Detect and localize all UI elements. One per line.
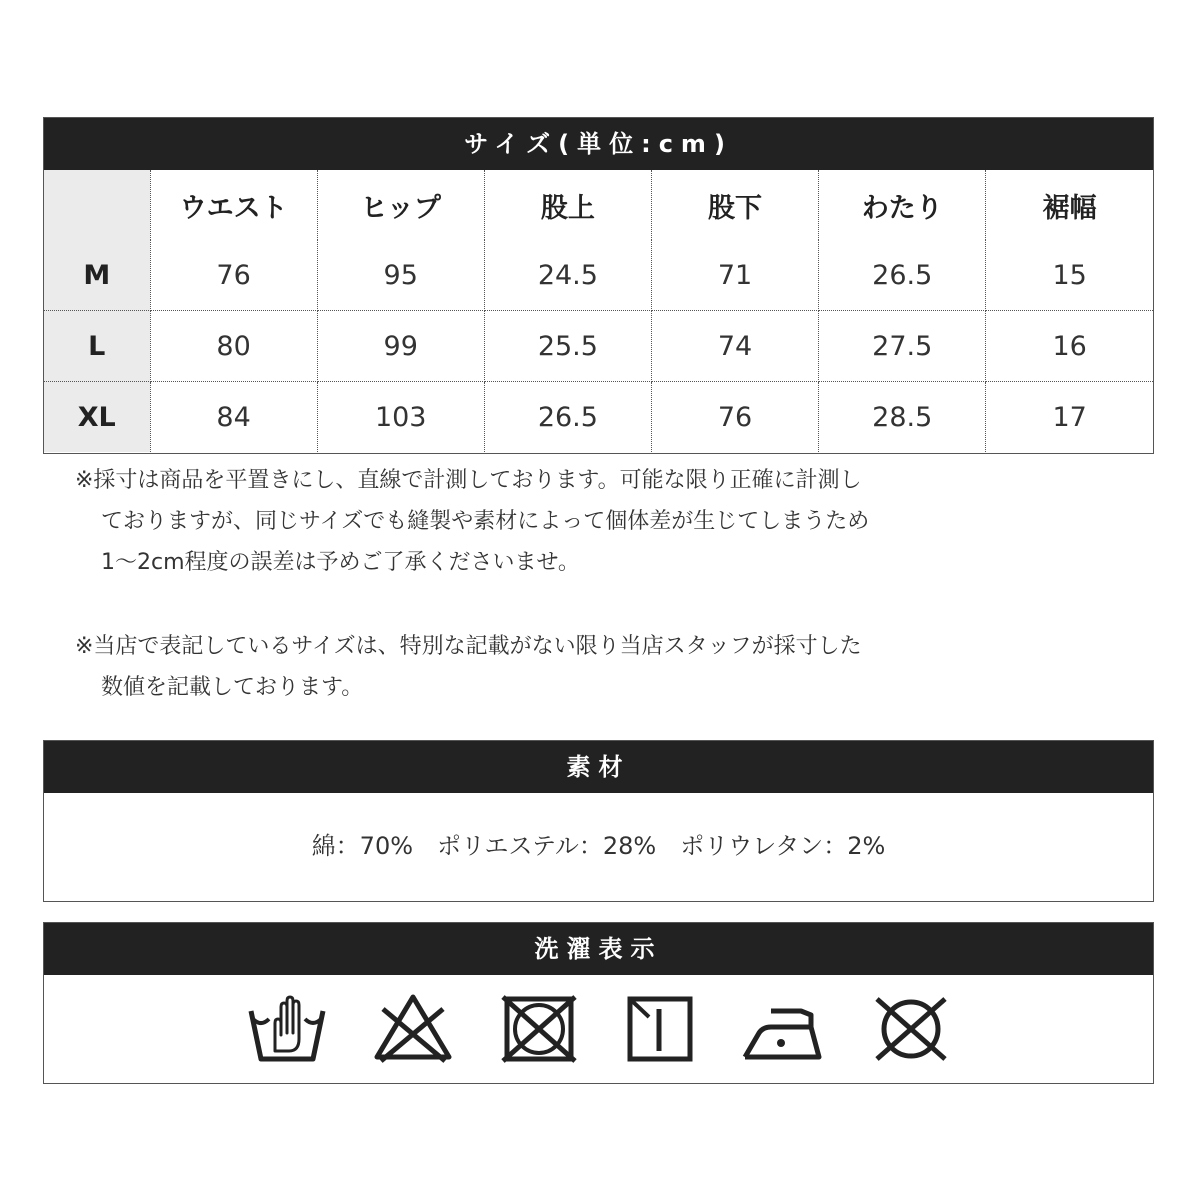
note-line: ※当店で表記しているサイズは、特別な記載がない限り当店スタッフが採寸した [75, 634, 862, 659]
note-line: 1～2cm程度の誤差は予めご了承くださいませ。 [101, 550, 580, 575]
size-chart [43, 117, 1154, 454]
size-chart-title: サイズ(単位:cm) [44, 118, 1153, 170]
table-cell: 24.5 [484, 240, 651, 311]
care-label-panel [43, 922, 1154, 1084]
care-icons-row [44, 975, 1153, 1083]
table-cell: 84 [150, 382, 317, 453]
column-header-thigh: わたり [819, 170, 986, 240]
table-cell: 95 [317, 240, 484, 311]
table-cell: 99 [317, 311, 484, 382]
no-tumble-dry-icon [499, 993, 579, 1065]
note-line: 数値を記載しております。 [101, 675, 364, 700]
measurement-note [75, 460, 1015, 583]
table-row [44, 240, 1153, 311]
table-cell: 103 [317, 382, 484, 453]
note-line: ておりますが、同じサイズでも縫製や素材によって個体差が生じてしまうため [101, 509, 870, 534]
row-header-size: M [44, 240, 150, 311]
corner-cell [44, 170, 150, 240]
no-bleach-icon [373, 993, 453, 1065]
store-note [75, 626, 1015, 708]
table-row [44, 382, 1153, 453]
table-cell: 16 [986, 311, 1153, 382]
material-composition: 綿：70% ポリエステル：28% ポリウレタン：2% [311, 832, 886, 860]
hand-wash-icon [247, 993, 327, 1065]
no-dry-clean-icon [871, 993, 951, 1065]
note-line: ※採寸は商品を平置きにし、直線で計測しております。可能な限り正確に計測し [75, 468, 862, 493]
table-cell: 71 [651, 240, 818, 311]
table-cell: 76 [150, 240, 317, 311]
table-cell: 26.5 [484, 382, 651, 453]
material-panel [43, 740, 1154, 902]
column-header-hip: ヒップ [317, 170, 484, 240]
care-label-title: 洗濯表示 [44, 923, 1153, 975]
table-cell: 25.5 [484, 311, 651, 382]
column-header-inseam: 股下 [651, 170, 818, 240]
table-cell: 28.5 [819, 382, 986, 453]
table-row [44, 311, 1153, 382]
column-header-rise: 股上 [484, 170, 651, 240]
table-cell: 17 [986, 382, 1153, 453]
line-dry-shade-icon [625, 993, 695, 1065]
column-header-hem: 裾幅 [986, 170, 1153, 240]
size-table-header-row [44, 170, 1153, 240]
size-table [44, 170, 1153, 452]
row-header-size: XL [44, 382, 150, 453]
table-cell: 26.5 [819, 240, 986, 311]
table-cell: 15 [986, 240, 1153, 311]
column-header-waist: ウエスト [150, 170, 317, 240]
table-cell: 74 [651, 311, 818, 382]
material-title: 素材 [44, 741, 1153, 793]
row-header-size: L [44, 311, 150, 382]
table-cell: 76 [651, 382, 818, 453]
table-cell: 27.5 [819, 311, 986, 382]
iron-low-icon [741, 993, 825, 1065]
table-cell: 80 [150, 311, 317, 382]
